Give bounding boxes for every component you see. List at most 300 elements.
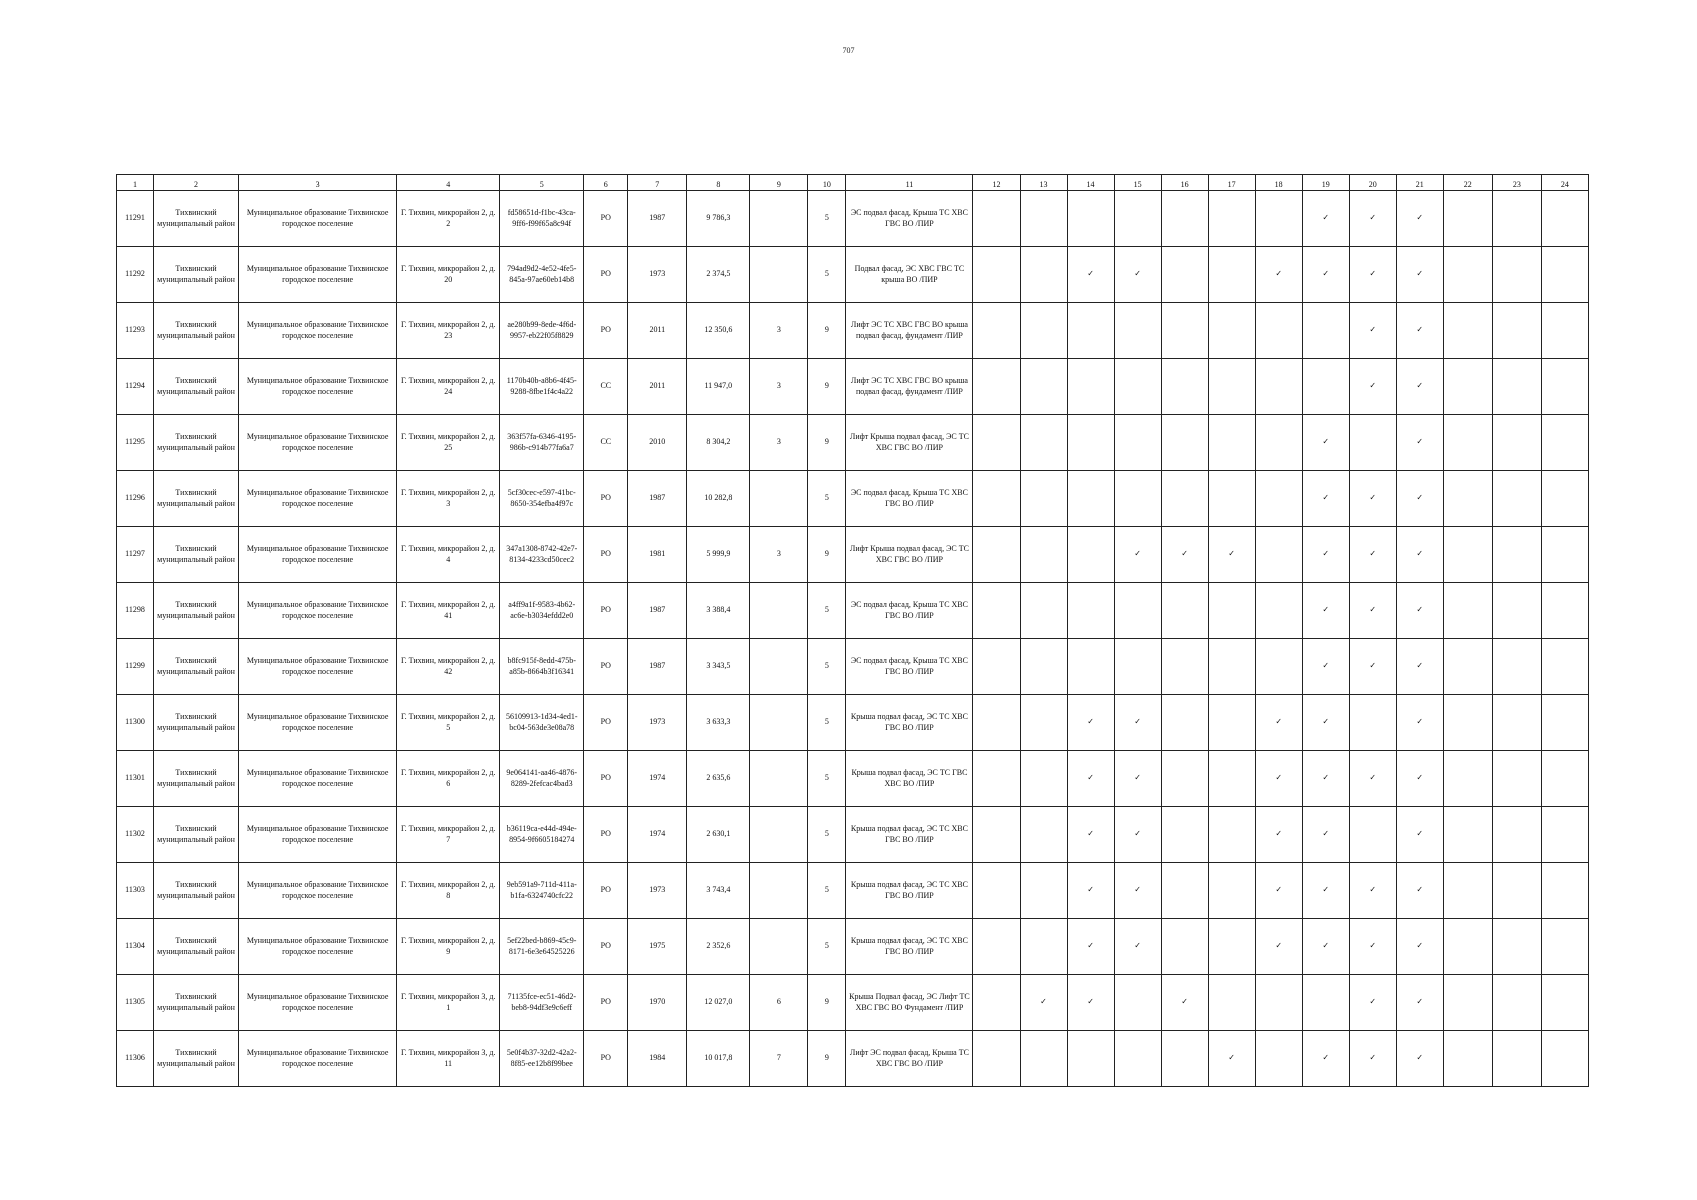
column-number-header: 21 (1396, 175, 1443, 191)
table-cell: 9 (808, 415, 846, 471)
table-cell (1255, 583, 1302, 639)
table-cell: ✓ (1255, 919, 1302, 975)
table-cell (1161, 583, 1208, 639)
table-cell: 9e064141-aa46-4876-8289-2fefcac4bad3 (500, 751, 584, 807)
column-number-header: 3 (239, 175, 397, 191)
table-cell: Муниципальное образование Тихвинское городское поселение (239, 975, 397, 1031)
table-cell: Г. Тихвин, микрорайон 2, д. 41 (397, 583, 500, 639)
table-cell: ✓ (1161, 527, 1208, 583)
table-cell: 1970 (628, 975, 687, 1031)
table-cell: 11298 (117, 583, 154, 639)
table-cell (1443, 807, 1492, 863)
table-cell: ✓ (1349, 527, 1396, 583)
table-cell (1114, 639, 1161, 695)
table-cell: ✓ (1255, 247, 1302, 303)
table-cell: 5 (808, 247, 846, 303)
table-cell (1161, 303, 1208, 359)
table-cell (1161, 695, 1208, 751)
table-cell: Г. Тихвин, микрорайон 2, д. 4 (397, 527, 500, 583)
table-cell: Муниципальное образование Тихвинское городское поселение (239, 247, 397, 303)
table-cell: ae280b99-8ede-4f6d-9957-eb22f05f8829 (500, 303, 584, 359)
table-cell (1492, 303, 1541, 359)
table-cell: 10 017,8 (687, 1031, 750, 1087)
table-cell (1541, 359, 1588, 415)
table-cell (973, 247, 1020, 303)
table-cell: 1987 (628, 583, 687, 639)
column-number-header: 18 (1255, 175, 1302, 191)
table-cell: 11304 (117, 919, 154, 975)
column-number-header: 1 (117, 175, 154, 191)
table-cell (1161, 807, 1208, 863)
table-cell: ✓ (1349, 191, 1396, 247)
table-cell: Муниципальное образование Тихвинское городское поселение (239, 751, 397, 807)
table-cell: 2 630,1 (687, 807, 750, 863)
table-cell: 1987 (628, 191, 687, 247)
table-cell (1020, 695, 1067, 751)
table-cell: ✓ (1396, 471, 1443, 527)
table-cell (1020, 863, 1067, 919)
table-cell: Г. Тихвин, микрорайон 3, д. 11 (397, 1031, 500, 1087)
table-cell: ✓ (1396, 807, 1443, 863)
table-cell: Муниципальное образование Тихвинское городское поселение (239, 583, 397, 639)
table-cell (973, 639, 1020, 695)
table-cell (1067, 303, 1114, 359)
table-cell (1020, 583, 1067, 639)
table-cell: PO (584, 303, 628, 359)
table-cell: ✓ (1302, 583, 1349, 639)
table-cell: PO (584, 471, 628, 527)
table-cell: 9 (808, 303, 846, 359)
table-cell: 1987 (628, 471, 687, 527)
table-cell (1208, 191, 1255, 247)
table-cell: ✓ (1349, 919, 1396, 975)
table-cell: Муниципальное образование Тихвинское городское поселение (239, 919, 397, 975)
table-cell (1161, 639, 1208, 695)
table-cell (1208, 919, 1255, 975)
table-cell (1255, 303, 1302, 359)
table-cell: ✓ (1067, 695, 1114, 751)
table-row (117, 863, 1589, 919)
table-cell: 347a1308-8742-42e7-8134-4233cd50cec2 (500, 527, 584, 583)
table-cell: 2010 (628, 415, 687, 471)
table-cell (1541, 1031, 1588, 1087)
table-cell: 9 (808, 1031, 846, 1087)
table-cell (750, 639, 808, 695)
table-cell: 8 304,2 (687, 415, 750, 471)
table-cell: 3 343,5 (687, 639, 750, 695)
table-cell: 5 (808, 695, 846, 751)
table-cell: ✓ (1396, 1031, 1443, 1087)
table-cell (973, 975, 1020, 1031)
table-cell: Крыша подвал фасад, ЭС ТС ГВС ХВС ВО /ПИР (846, 751, 973, 807)
column-number-header: 2 (154, 175, 239, 191)
table-cell: Тихвинский муниципальный район (154, 639, 239, 695)
table-cell: 2 352,6 (687, 919, 750, 975)
column-number-header: 16 (1161, 175, 1208, 191)
table-cell (1349, 415, 1396, 471)
table-cell: Муниципальное образование Тихвинское городское поселение (239, 807, 397, 863)
table-cell: ✓ (1302, 639, 1349, 695)
table-cell (1349, 695, 1396, 751)
table-cell: ✓ (1302, 1031, 1349, 1087)
table-cell: 1987 (628, 639, 687, 695)
table-cell: Тихвинский муниципальный район (154, 415, 239, 471)
table-cell: fd58651d-f1bc-43ca-9ff6-f99f65a8c94f (500, 191, 584, 247)
table-cell: 11295 (117, 415, 154, 471)
table-cell: 2 635,6 (687, 751, 750, 807)
table-cell: 5 (808, 191, 846, 247)
table-cell: PO (584, 583, 628, 639)
table-cell: 1975 (628, 919, 687, 975)
table-row (117, 919, 1589, 975)
table-cell (1443, 975, 1492, 1031)
table-cell (1492, 807, 1541, 863)
table-cell (1541, 527, 1588, 583)
table-cell: 5 (808, 863, 846, 919)
table-cell: 3 633,3 (687, 695, 750, 751)
table-cell: ✓ (1302, 191, 1349, 247)
table-cell (1302, 975, 1349, 1031)
table-cell: PO (584, 807, 628, 863)
table-cell: Г. Тихвин, микрорайон 2, д. 2 (397, 191, 500, 247)
table-cell: ✓ (1208, 527, 1255, 583)
table-cell: ✓ (1349, 975, 1396, 1031)
column-number-header: 23 (1492, 175, 1541, 191)
table-cell: Тихвинский муниципальный район (154, 695, 239, 751)
table-cell (1541, 863, 1588, 919)
table-cell (1020, 639, 1067, 695)
table-cell: Муниципальное образование Тихвинское городское поселение (239, 863, 397, 919)
table-cell (1443, 919, 1492, 975)
table-cell: ✓ (1020, 975, 1067, 1031)
table-cell (1208, 415, 1255, 471)
table-cell: 3 (750, 303, 808, 359)
table-cell (1492, 639, 1541, 695)
table-cell (973, 191, 1020, 247)
table-cell: 7 (750, 1031, 808, 1087)
table-cell: ✓ (1396, 695, 1443, 751)
register-table (116, 174, 1589, 1087)
table-cell (1541, 695, 1588, 751)
table-cell (1208, 583, 1255, 639)
table-cell: ✓ (1302, 919, 1349, 975)
table-cell: ✓ (1208, 1031, 1255, 1087)
table-cell (1255, 415, 1302, 471)
table-cell (1020, 1031, 1067, 1087)
table-cell: 1973 (628, 247, 687, 303)
table-cell (1114, 583, 1161, 639)
table-cell: ✓ (1349, 639, 1396, 695)
table-row (117, 415, 1589, 471)
table-row (117, 583, 1589, 639)
table-cell: Тихвинский муниципальный район (154, 807, 239, 863)
table-cell (1067, 415, 1114, 471)
table-cell: 11299 (117, 639, 154, 695)
table-cell: ✓ (1302, 807, 1349, 863)
table-cell (1541, 415, 1588, 471)
table-cell: Тихвинский муниципальный район (154, 863, 239, 919)
table-row (117, 695, 1589, 751)
page-number: 707 (842, 46, 855, 55)
table-cell: ✓ (1396, 919, 1443, 975)
table-cell: ✓ (1396, 247, 1443, 303)
table-cell: PO (584, 695, 628, 751)
table-cell: 11305 (117, 975, 154, 1031)
table-cell (1443, 471, 1492, 527)
table-row (117, 359, 1589, 415)
table-cell (1067, 639, 1114, 695)
table-cell: 1973 (628, 863, 687, 919)
table-cell: Тихвинский муниципальный район (154, 359, 239, 415)
table-cell: Крыша подвал фасад, ЭС ТС ХВС ГВС ВО /ПИР (846, 863, 973, 919)
table-cell: ✓ (1067, 975, 1114, 1031)
table-cell (1020, 191, 1067, 247)
table-cell: 363f57fa-6346-4195-986b-c914b77fa6a7 (500, 415, 584, 471)
table-cell: Тихвинский муниципальный район (154, 1031, 239, 1087)
column-number-header: 20 (1349, 175, 1396, 191)
table-cell: 12 027,0 (687, 975, 750, 1031)
table-cell: b36119ca-e44d-494e-8954-9f6605184274 (500, 807, 584, 863)
table-cell: ✓ (1396, 359, 1443, 415)
table-cell: PO (584, 191, 628, 247)
table-cell (1443, 359, 1492, 415)
table-cell (1302, 303, 1349, 359)
table-cell: Крыша Подвал фасад, ЭС Лифт ТС ХВС ГВС ВО Фундамент /ПИР (846, 975, 973, 1031)
table-cell (1161, 1031, 1208, 1087)
table-cell: Г. Тихвин, микрорайон 2, д. 7 (397, 807, 500, 863)
table-cell (1208, 471, 1255, 527)
table-cell: 12 350,6 (687, 303, 750, 359)
table-cell: Тихвинский муниципальный район (154, 527, 239, 583)
table-cell: 9 (808, 527, 846, 583)
table-cell (1541, 583, 1588, 639)
table-cell: ✓ (1114, 695, 1161, 751)
table-cell (1114, 303, 1161, 359)
table-cell: 3 (750, 359, 808, 415)
table-cell: ✓ (1114, 863, 1161, 919)
table-cell: Г. Тихвин, микрорайон 3, д. 1 (397, 975, 500, 1031)
table-cell (1067, 583, 1114, 639)
table-cell: Крыша подвал фасад, ЭС ТС ХВС ГВС ВО /ПИР (846, 695, 973, 751)
table-cell: 794ad9d2-4e52-4fe5-845a-97ae60eb14b8 (500, 247, 584, 303)
table-cell (1208, 807, 1255, 863)
table-cell: ✓ (1067, 863, 1114, 919)
table-cell (1161, 863, 1208, 919)
table-cell: 5 999,9 (687, 527, 750, 583)
table-cell: ✓ (1396, 415, 1443, 471)
table-cell (1067, 191, 1114, 247)
table-cell (1443, 863, 1492, 919)
table-cell: ✓ (1114, 919, 1161, 975)
table-cell: 5 (808, 583, 846, 639)
table-cell: ✓ (1114, 751, 1161, 807)
table-cell: PO (584, 1031, 628, 1087)
table-cell (1020, 751, 1067, 807)
table-cell (973, 863, 1020, 919)
table-cell (1492, 919, 1541, 975)
table-cell: ✓ (1255, 807, 1302, 863)
table-cell: 71135fce-ec51-46d2-beb8-94df3e9c6eff (500, 975, 584, 1031)
table-cell (1255, 359, 1302, 415)
table-cell: ✓ (1396, 527, 1443, 583)
table-cell: Г. Тихвин, микрорайон 2, д. 23 (397, 303, 500, 359)
table-cell (1020, 919, 1067, 975)
table-cell: 11297 (117, 527, 154, 583)
table-cell (1443, 247, 1492, 303)
table-cell (1492, 359, 1541, 415)
table-cell: 11292 (117, 247, 154, 303)
column-number-header: 17 (1208, 175, 1255, 191)
table-cell (973, 583, 1020, 639)
table-cell: ✓ (1255, 695, 1302, 751)
table-cell (1114, 191, 1161, 247)
table-row (117, 247, 1589, 303)
table-cell: Тихвинский муниципальный район (154, 919, 239, 975)
table-cell (1255, 527, 1302, 583)
table-cell (1020, 471, 1067, 527)
table-cell: Крыша подвал фасад, ЭС ТС ХВС ГВС ВО /ПИР (846, 919, 973, 975)
table-cell (1208, 751, 1255, 807)
table-cell: 1984 (628, 1031, 687, 1087)
table-cell (1114, 415, 1161, 471)
column-number-header: 8 (687, 175, 750, 191)
table-cell: ✓ (1396, 191, 1443, 247)
table-cell: ЭС подвал фасад, Крыша ТС ХВС ГВС ВО /ПИР (846, 191, 973, 247)
table-cell: 5 (808, 807, 846, 863)
table-cell: ✓ (1349, 863, 1396, 919)
table-cell: b8fc915f-8edd-475b-a85b-8664b3f16341 (500, 639, 584, 695)
column-number-header: 9 (750, 175, 808, 191)
table-cell (1020, 807, 1067, 863)
table-cell (1443, 415, 1492, 471)
table-cell: 5 (808, 919, 846, 975)
table-cell: 11293 (117, 303, 154, 359)
table-cell (1541, 975, 1588, 1031)
table-row (117, 191, 1589, 247)
table-cell: Тихвинский муниципальный район (154, 247, 239, 303)
table-cell: 1973 (628, 695, 687, 751)
table-cell (750, 695, 808, 751)
table-cell (1541, 919, 1588, 975)
table-cell: 2011 (628, 359, 687, 415)
table-cell (1208, 975, 1255, 1031)
table-cell: ✓ (1302, 863, 1349, 919)
table-cell: a4ff9a1f-9583-4b62-ac6e-b3034efdd2e0 (500, 583, 584, 639)
table-cell (1020, 415, 1067, 471)
column-number-header: 12 (973, 175, 1020, 191)
table-cell: Муниципальное образование Тихвинское городское поселение (239, 695, 397, 751)
table-cell: Г. Тихвин, микрорайон 2, д. 24 (397, 359, 500, 415)
table-cell: ✓ (1067, 247, 1114, 303)
table-cell: ЭС подвал фасад, Крыша ТС ХВС ГВС ВО /ПИР (846, 583, 973, 639)
table-cell (1492, 863, 1541, 919)
table-cell: Г. Тихвин, микрорайон 2, д. 6 (397, 751, 500, 807)
table-cell (1443, 583, 1492, 639)
table-cell (1443, 303, 1492, 359)
column-number-header: 14 (1067, 175, 1114, 191)
table-cell: 3 743,4 (687, 863, 750, 919)
table-cell: ✓ (1349, 303, 1396, 359)
table-cell: ✓ (1067, 751, 1114, 807)
table-cell (1020, 527, 1067, 583)
table-cell: Г. Тихвин, микрорайон 2, д. 20 (397, 247, 500, 303)
table-cell (1161, 247, 1208, 303)
table-cell: 2 374,5 (687, 247, 750, 303)
column-number-header: 5 (500, 175, 584, 191)
table-cell: Г. Тихвин, микрорайон 2, д. 25 (397, 415, 500, 471)
table-cell (1208, 303, 1255, 359)
table-cell: 5 (808, 471, 846, 527)
table-cell: 10 282,8 (687, 471, 750, 527)
table-cell: Г. Тихвин, микрорайон 2, д. 42 (397, 639, 500, 695)
table-cell: 5 (808, 639, 846, 695)
table-cell: PO (584, 863, 628, 919)
table-cell: ✓ (1255, 863, 1302, 919)
table-cell: 6 (750, 975, 808, 1031)
table-cell (1255, 191, 1302, 247)
table-cell (973, 415, 1020, 471)
table-cell: Муниципальное образование Тихвинское городское поселение (239, 527, 397, 583)
table-cell: 11302 (117, 807, 154, 863)
table-cell (750, 247, 808, 303)
table-cell (973, 695, 1020, 751)
table-cell (1302, 359, 1349, 415)
table-cell: 3 (750, 527, 808, 583)
table-cell (1208, 695, 1255, 751)
table-cell (1541, 191, 1588, 247)
table-cell: 9eb591a9-711d-411a-b1fa-6324740cfc22 (500, 863, 584, 919)
table-cell: 5 (808, 751, 846, 807)
table-cell (1067, 1031, 1114, 1087)
table-cell: Крыша подвал фасад, ЭС ТС ХВС ГВС ВО /ПИР (846, 807, 973, 863)
table-cell: ✓ (1349, 359, 1396, 415)
table-cell (973, 471, 1020, 527)
table-cell: 3 (750, 415, 808, 471)
table-cell (1161, 359, 1208, 415)
table-cell: Муниципальное образование Тихвинское городское поселение (239, 1031, 397, 1087)
column-number-header: 13 (1020, 175, 1067, 191)
table-cell (1541, 807, 1588, 863)
table-cell (1114, 471, 1161, 527)
table-cell: ✓ (1114, 527, 1161, 583)
table-cell: ✓ (1396, 751, 1443, 807)
table-cell (1443, 751, 1492, 807)
table-cell: Г. Тихвин, микрорайон 2, д. 5 (397, 695, 500, 751)
table-row (117, 1031, 1589, 1087)
table-cell: ✓ (1114, 247, 1161, 303)
table-cell: ✓ (1067, 807, 1114, 863)
table-cell (750, 191, 808, 247)
table-body (117, 191, 1589, 1087)
table-cell: 11303 (117, 863, 154, 919)
table-cell (973, 303, 1020, 359)
table-cell (1541, 639, 1588, 695)
table-cell: ЭС подвал фасад, Крыша ТС ХВС ГВС ВО /ПИР (846, 639, 973, 695)
table-cell (1443, 695, 1492, 751)
table-cell: ✓ (1161, 975, 1208, 1031)
table-cell (973, 807, 1020, 863)
table-cell: ✓ (1302, 751, 1349, 807)
table-cell: 1981 (628, 527, 687, 583)
table-cell: Г. Тихвин, микрорайон 2, д. 3 (397, 471, 500, 527)
column-number-header: 6 (584, 175, 628, 191)
table-cell (1492, 583, 1541, 639)
table-cell: 11294 (117, 359, 154, 415)
table-cell: Муниципальное образование Тихвинское городское поселение (239, 471, 397, 527)
table-cell: PO (584, 247, 628, 303)
table-cell: 1974 (628, 751, 687, 807)
table-cell (1492, 415, 1541, 471)
